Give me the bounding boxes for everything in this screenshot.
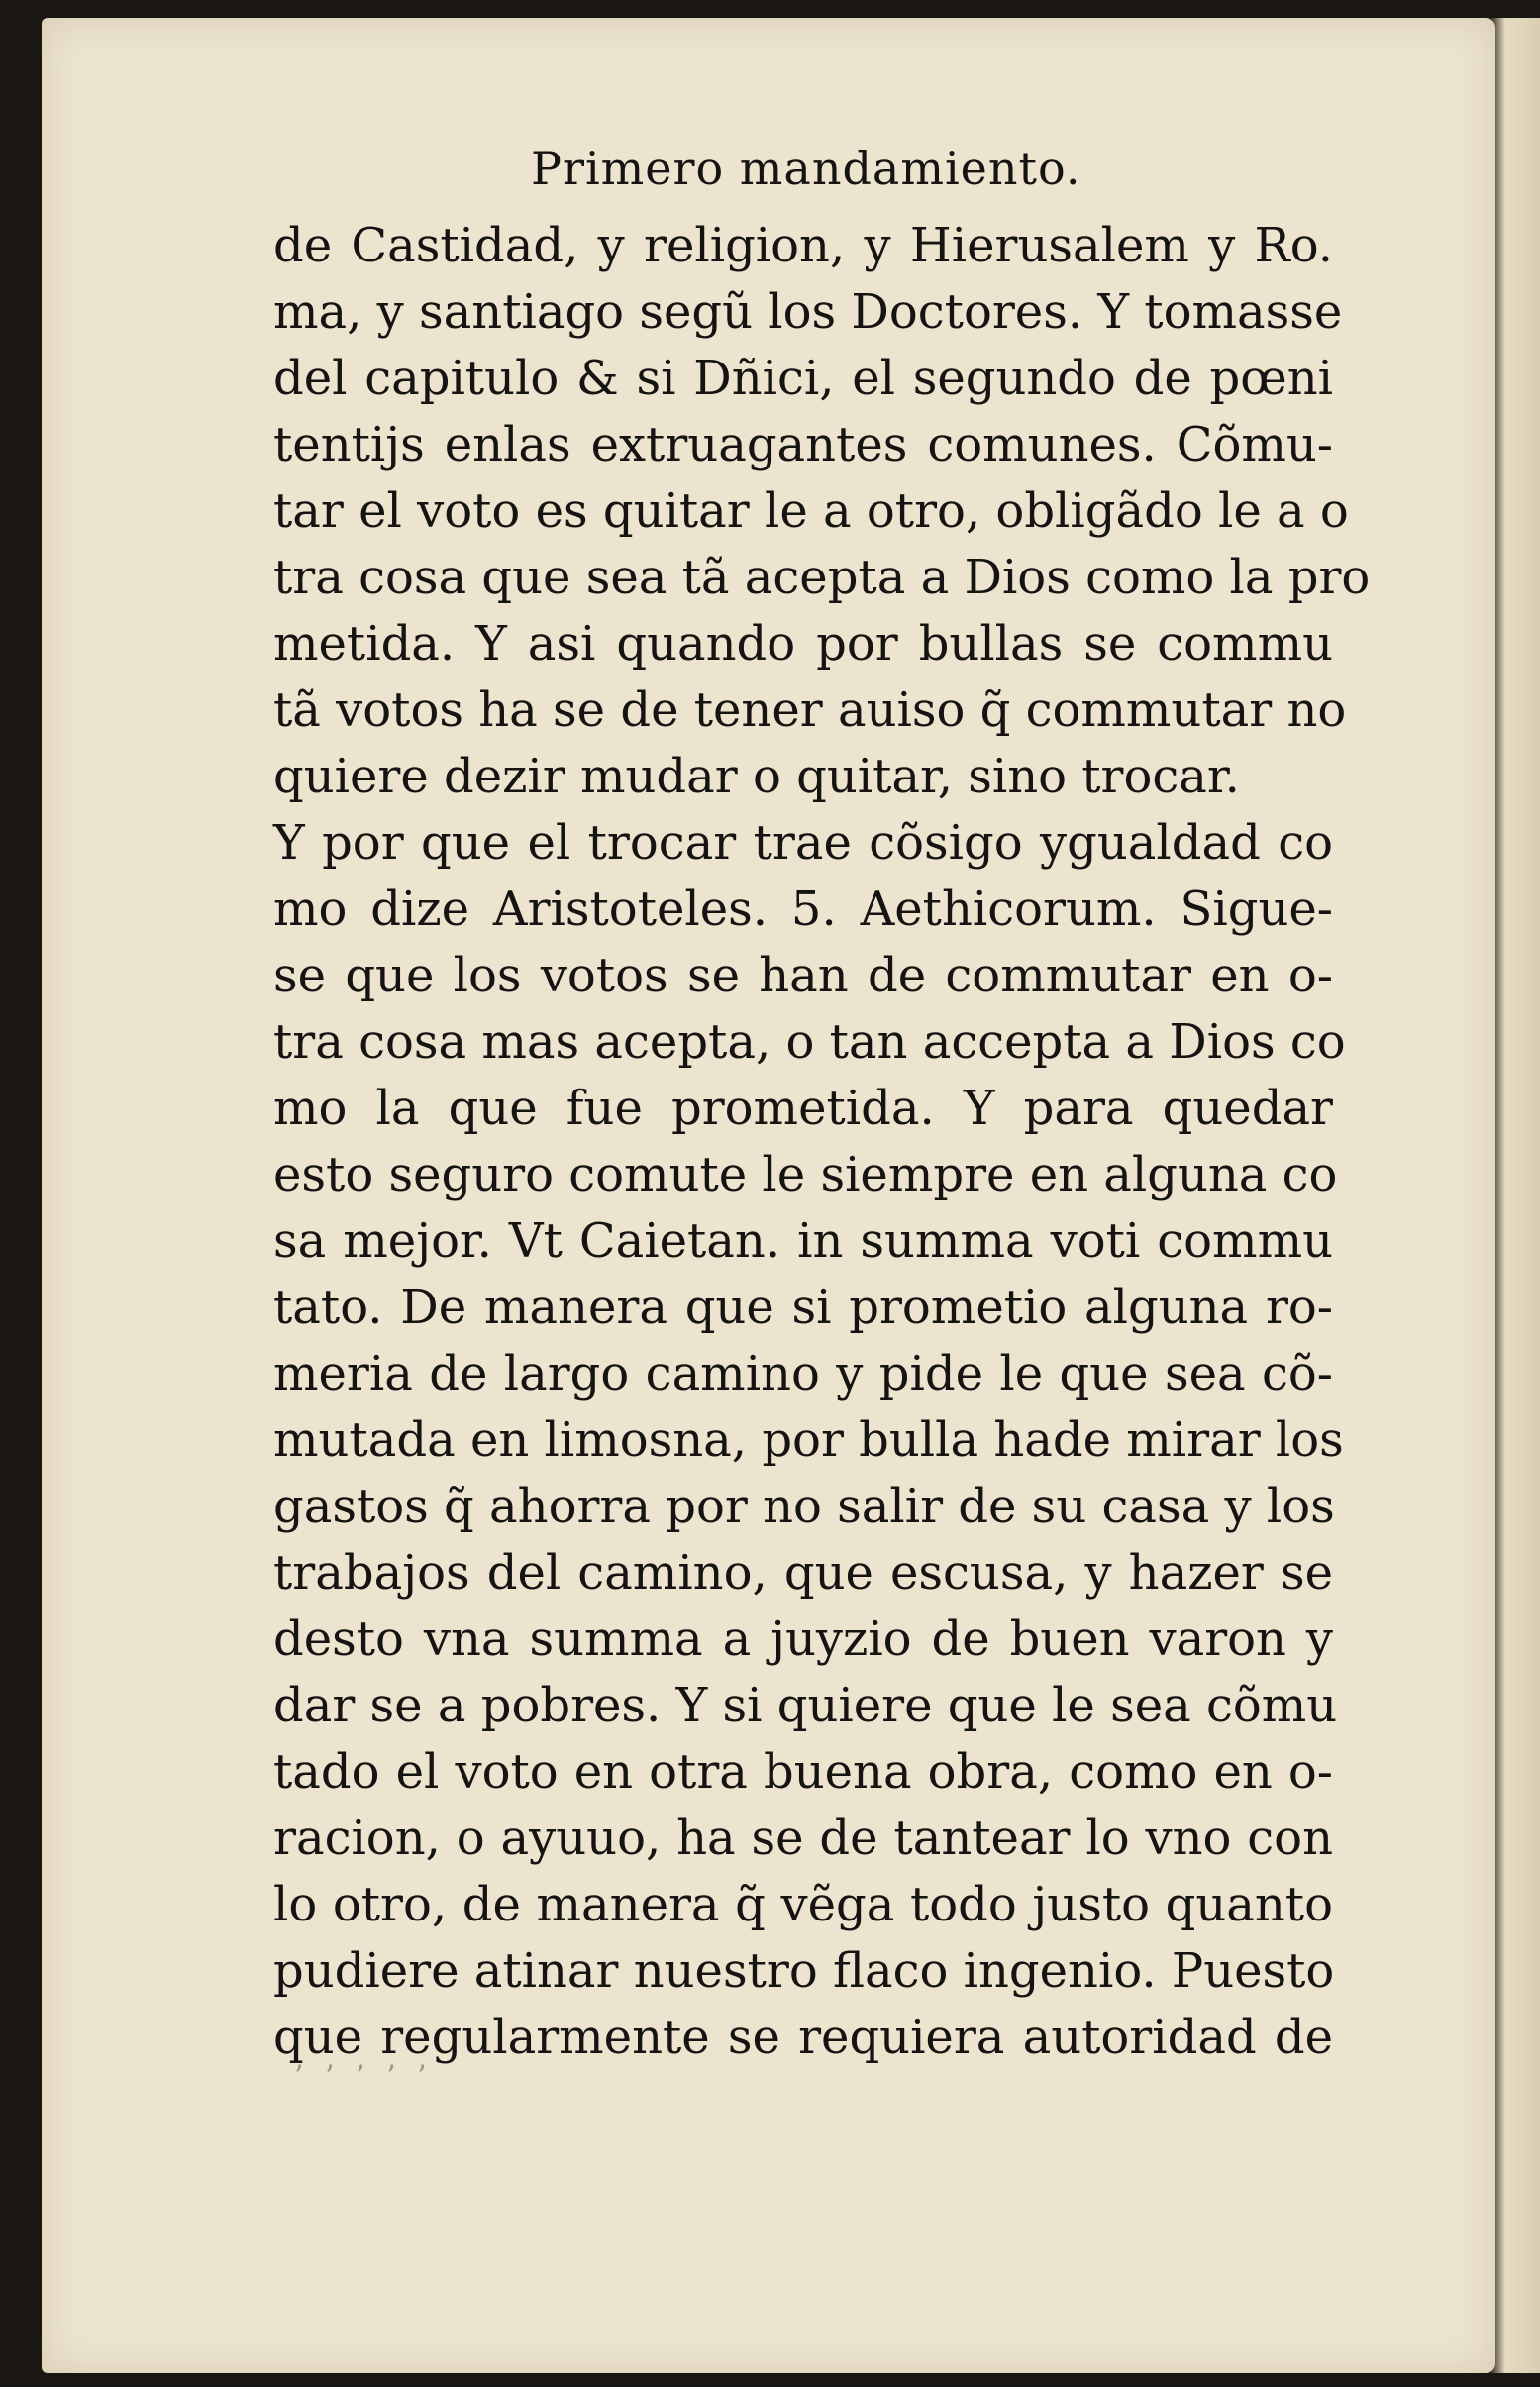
text-line: se que los votos se han de commutar en o-	[273, 948, 1333, 1003]
text-line: tentijs enlas extruagantes comunes. Cõmu-	[273, 417, 1333, 472]
text-line: quiere dezir mudar o quitar, sino trocar.	[273, 749, 1240, 804]
text-line: ma, y santiago segũ los Doctores. Y tomasse	[273, 284, 1343, 340]
text-line: mo dize Aristoteles. 5. Aethicorum. Sigue-	[273, 882, 1333, 937]
text-line: tra cosa mas acepta, o tan accepta a Dios co	[273, 1014, 1346, 1070]
text-line: del capitulo & si Dñici, el segundo de pœni	[273, 351, 1333, 406]
text-line: sa mejor. Vt Caietan. in summa voti commu	[273, 1213, 1333, 1269]
text-line: gastos q̃ ahorra por no salir de su casa y los	[273, 1479, 1335, 1534]
text-line: dar se a pobres. Y si quiere que le sea cõmu	[273, 1678, 1338, 1733]
text-block	[273, 139, 1371, 2070]
running-head: Primero mandamiento.	[531, 142, 1081, 195]
text-line: trabajos del camino, que escusa, y hazer se	[273, 1545, 1333, 1601]
bleed-through-marks: ʼ ʼ ʼ ʼ ʼ	[293, 2060, 432, 2095]
text-line: desto vna summa a juyzio de buen varon y	[273, 1611, 1333, 1667]
text-line: tra cosa que sea tã acepta a Dios como la pro	[273, 550, 1371, 605]
text-line: tar el voto es quitar le a otro, obligãdo le a o	[273, 483, 1349, 539]
text-line: esto seguro comute le siempre en alguna co	[273, 1147, 1338, 1202]
text-line: mo la que fue prometida. Y para quedar	[273, 1081, 1333, 1136]
body-text	[273, 213, 1371, 2071]
text-line: tado el voto en otra buena obra, como en o-	[273, 1744, 1333, 1800]
text-line: metida. Y asi quando por bullas se commu	[273, 616, 1333, 672]
text-line: lo otro, de manera q̃ vẽga todo justo quanto	[273, 1877, 1333, 1932]
text-line: de Castidad, y religion, y Hierusalem y Ro.	[273, 218, 1333, 273]
text-line: racion, o ayuuo, ha se de tantear lo vno con	[273, 1811, 1333, 1866]
page-edge-shadow	[1490, 18, 1540, 2373]
text-line: meria de largo camino y pide le que sea cõ-	[273, 1346, 1333, 1401]
text-line: mutada en limosna, por bulla hade mirar los	[273, 1412, 1344, 1468]
text-line: pudiere atinar nuestro flaco ingenio. Puesto	[273, 1943, 1335, 1999]
text-line: que regularmente se requiera autoridad de	[273, 2010, 1333, 2065]
text-line: tato. De manera que si prometio alguna ro-	[273, 1280, 1333, 1335]
text-line: tã votos ha se de tener auiso q̃ commutar no	[273, 682, 1347, 738]
text-line: Y por que el trocar trae cõsigo ygualdad co	[273, 815, 1333, 871]
